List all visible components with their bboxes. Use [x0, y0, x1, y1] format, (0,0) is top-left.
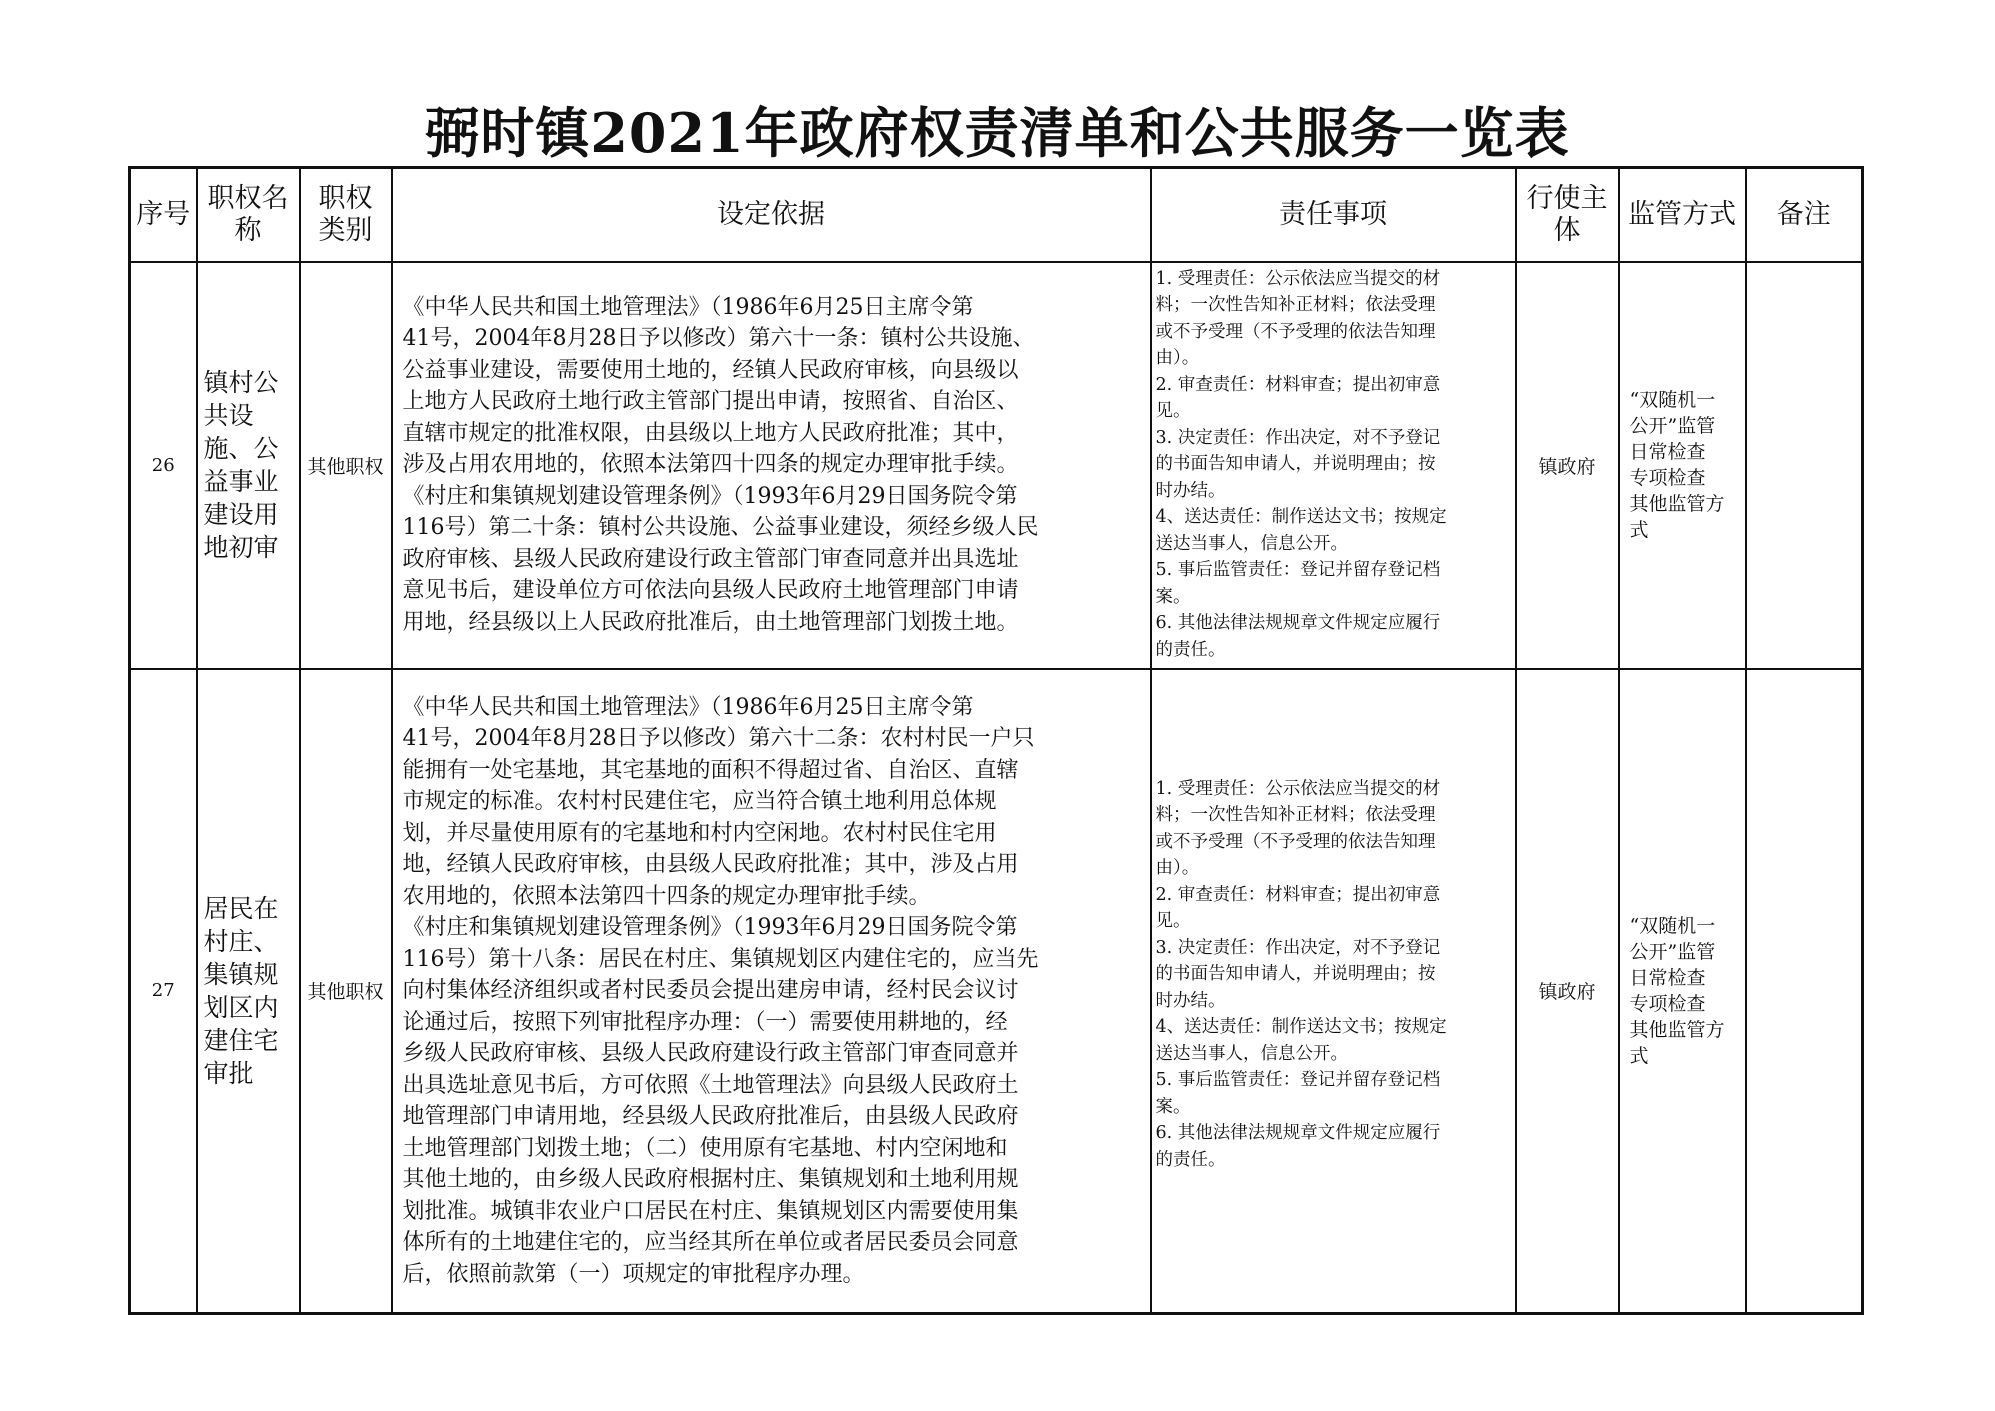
supervision-line: 公开”监管 — [1629, 415, 1716, 437]
responsibility-line: 6. 其他法律法规规章文件规定应履行 — [1155, 613, 1441, 633]
responsibility-line: 1. 受理责任：公示依法应当提交的材 — [1155, 778, 1441, 799]
basis-line: 划批准。城镇非农业户口居民在村庄、集镇规划区内需要使用集 — [402, 1198, 1019, 1224]
basis-line: 上地方人民政府土地行政主管部门提出申请，按照省、自治区、 — [402, 389, 1019, 415]
responsibility-line: 4、送达责任：制作送达文书；按规定 — [1155, 507, 1447, 527]
responsibility-line: 3. 决定责任：作出决定，对不予登记 — [1155, 937, 1441, 958]
authority-type: 其他职权 — [300, 669, 392, 1314]
header-row — [130, 168, 1863, 262]
responsibility-line: 送达当事人，信息公开。 — [1155, 533, 1348, 554]
basis-line: 41号，2004年8月28日予以修改）第六十一条：镇村公共设施、 — [402, 326, 1035, 352]
basis-line: 《村庄和集镇规划建设管理条例》（1993年6月29日国务院令第 — [402, 483, 1018, 509]
responsibility-line: 3. 决定责任：作出决定，对不予登记 — [1155, 427, 1441, 448]
responsibility-line: 案。 — [1155, 586, 1191, 607]
responsibility-line: 送达当事人，信息公开。 — [1155, 1043, 1348, 1064]
basis-line: 出具选址意见书后，方可依照《土地管理法》向县级人民政府土 — [402, 1072, 1019, 1098]
basis-line: 意见书后，建设单位方可依法向县级人民政府土地管理部门申请 — [402, 578, 1019, 604]
basis-line: 用地，经县级以上人民政府批准后，由土地管理部门划拨土地。 — [402, 609, 1019, 635]
responsibility-line: 5. 事后监管责任：登记并留存登记档 — [1155, 560, 1441, 580]
basis-line: 论通过后，按照下列审批程序办理：（一）需要使用耕地的，经 — [402, 1009, 1008, 1035]
header-responsibility: 责任事项 — [1151, 168, 1516, 262]
header-subject — [1516, 168, 1619, 262]
basis-line: 农用地的，依照本法第四十四条的规定办理审批手续。 — [402, 883, 931, 909]
responsibility-line: 料；一次性告知补正材料；依法受理 — [1155, 805, 1436, 825]
responsibility-line: 1. 受理责任：公示依法应当提交的材 — [1155, 268, 1441, 289]
responsibility-line: 或不予受理（不予受理的依法告知理 — [1155, 321, 1436, 342]
basis-line: 直辖市规定的批准权限，由县级以上地方人民政府批准；其中， — [402, 420, 1019, 446]
basis-line: 41号，2004年8月28日予以修改）第六十二条：农村村民一户只 — [402, 726, 1035, 751]
responsibility-line: 的责任。 — [1155, 639, 1226, 660]
responsibility-line: 时办结。 — [1155, 990, 1226, 1011]
basis-line: 《村庄和集镇规划建设管理条例》（1993年6月29日国务院令第 — [402, 915, 1018, 940]
supervision-line: 其他监管方 — [1629, 1018, 1725, 1041]
responsibility-line: 由）。 — [1155, 858, 1200, 878]
responsibility-line: 2. 审查责任：材料审查；提出初审意 — [1155, 884, 1441, 905]
responsibility-line: 见。 — [1155, 401, 1191, 421]
executing-subject: 镇政府 — [1516, 262, 1619, 669]
header-basis: 设定依据 — [392, 168, 1151, 262]
supervision-line: 公开”监管 — [1629, 940, 1716, 963]
row-number: 27 — [130, 669, 197, 1314]
remark-cell — [1746, 262, 1863, 669]
header-name — [197, 168, 300, 262]
supervision-line: 其他监管方 — [1629, 493, 1725, 515]
supervision-line: 式 — [1629, 1044, 1649, 1067]
header-name-text: 职权名称 — [207, 182, 289, 246]
responsibility-line: 6. 其他法律法规规章文件规定应履行 — [1155, 1123, 1441, 1143]
supervision-line: 式 — [1629, 519, 1649, 541]
basis-line: 政府审核、县级人民政府建设行政主管部门审查同意并出具选址 — [402, 546, 1019, 572]
header-remark: 备注 — [1746, 168, 1863, 262]
basis-line: 乡级人民政府审核、县级人民政府建设行政主管部门审查同意并 — [402, 1041, 1019, 1066]
supervision-method — [1619, 669, 1746, 1314]
supervision-line: 日常检查 — [1629, 441, 1706, 463]
basis-line: 划，并尽量使用原有的宅基地和村内空闲地。农村村民住宅用 — [402, 820, 997, 846]
header-no: 序号 — [130, 168, 197, 262]
responsibility-items — [1151, 262, 1516, 669]
basis-line: 能拥有一处宅基地，其宅基地的面积不得超过省、自治区、直辖 — [402, 757, 1019, 783]
supervision-line: “双随机一 — [1629, 389, 1716, 411]
responsibility-line: 的书面告知申请人，并说明理由；按 — [1155, 964, 1436, 984]
responsibility-line: 案。 — [1155, 1096, 1191, 1117]
authority-type: 其他职权 — [300, 262, 392, 669]
basis-line: 地，经镇人民政府审核，由县级人民政府批准；其中，涉及占用 — [402, 852, 1019, 877]
authority-name: 镇村公共设施、公益事业建设用地初审 — [197, 262, 300, 669]
basis-line: 地管理部门申请用地，经县级人民政府批准后，由县级人民政府 — [402, 1104, 1019, 1129]
supervision-line: “双随机一 — [1629, 914, 1716, 937]
authority-table — [128, 166, 1864, 1315]
authority-name: 居民在村庄、集镇规划区内建住宅审批 — [197, 669, 300, 1314]
basis-line: 后，依照前款第（一）项规定的审批程序办理。 — [402, 1261, 865, 1287]
supervision-line: 日常检查 — [1629, 966, 1706, 989]
legal-basis — [392, 262, 1151, 669]
responsibility-line: 的责任。 — [1155, 1149, 1226, 1170]
executing-subject: 镇政府 — [1516, 669, 1619, 1314]
responsibility-line: 5. 事后监管责任：登记并留存登记档 — [1155, 1070, 1441, 1090]
basis-line: 体所有的土地建住宅的，应当经其所在单位或者居民委员会同意 — [402, 1230, 1019, 1255]
basis-line: 市规定的标准。农村村民建住宅，应当符合镇土地利用总体规 — [402, 789, 997, 814]
basis-line: 涉及占用农用地的，依照本法第四十四条的规定办理审批手续。 — [402, 452, 1019, 478]
basis-line: 土地管理部门划拨土地；（二）使用原有宅基地、村内空闲地和 — [402, 1135, 1008, 1161]
responsibility-line: 的书面告知申请人，并说明理由；按 — [1155, 454, 1436, 474]
supervision-line: 专项检查 — [1629, 992, 1706, 1015]
header-supervision: 监管方式 — [1619, 168, 1746, 262]
responsibility-line: 由）。 — [1155, 348, 1200, 368]
responsibility-line: 料；一次性告知补正材料；依法受理 — [1155, 295, 1436, 315]
basis-line: 其他土地的，由乡级人民政府根据村庄、集镇规划和土地利用规 — [402, 1167, 1019, 1192]
row-number: 26 — [130, 262, 197, 669]
responsibility-line: 见。 — [1155, 911, 1191, 931]
basis-line: 116号）第二十条：镇村公共设施、公益事业建设，须经乡级人民 — [402, 515, 1039, 541]
legal-basis — [392, 669, 1151, 1314]
responsibility-line: 时办结。 — [1155, 480, 1226, 501]
header-type-text: 职权类别 — [318, 182, 373, 246]
remark-cell — [1746, 669, 1863, 1314]
table-row — [130, 262, 1863, 669]
basis-line: 《中华人民共和国土地管理法》（1986年6月25日主席令第 — [402, 294, 974, 320]
header-type — [300, 168, 392, 262]
basis-line: 公益事业建设，需要使用土地的，经镇人民政府审核，向县级以 — [402, 357, 1019, 383]
table-row — [130, 669, 1863, 1314]
basis-line: 116号）第十八条：居民在村庄、集镇规划区内建住宅的，应当先 — [402, 946, 1039, 972]
responsibility-line: 或不予受理（不予受理的依法告知理 — [1155, 831, 1436, 852]
basis-line: 向村集体经济组织或者村民委员会提出建房申请，经村民会议讨 — [402, 978, 1019, 1003]
header-subject-text: 行使主体 — [1526, 182, 1608, 246]
basis-line: 《中华人民共和国土地管理法》（1986年6月25日主席令第 — [402, 694, 974, 720]
supervision-line: 专项检查 — [1629, 467, 1706, 489]
page-title: 弼时镇2021年政府权责清单和公共服务一览表 — [425, 101, 1570, 165]
responsibility-line: 4、送达责任：制作送达文书；按规定 — [1155, 1017, 1447, 1037]
responsibility-line: 2. 审查责任：材料审查；提出初审意 — [1155, 374, 1441, 395]
supervision-method — [1619, 262, 1746, 669]
responsibility-items — [1151, 669, 1516, 1314]
